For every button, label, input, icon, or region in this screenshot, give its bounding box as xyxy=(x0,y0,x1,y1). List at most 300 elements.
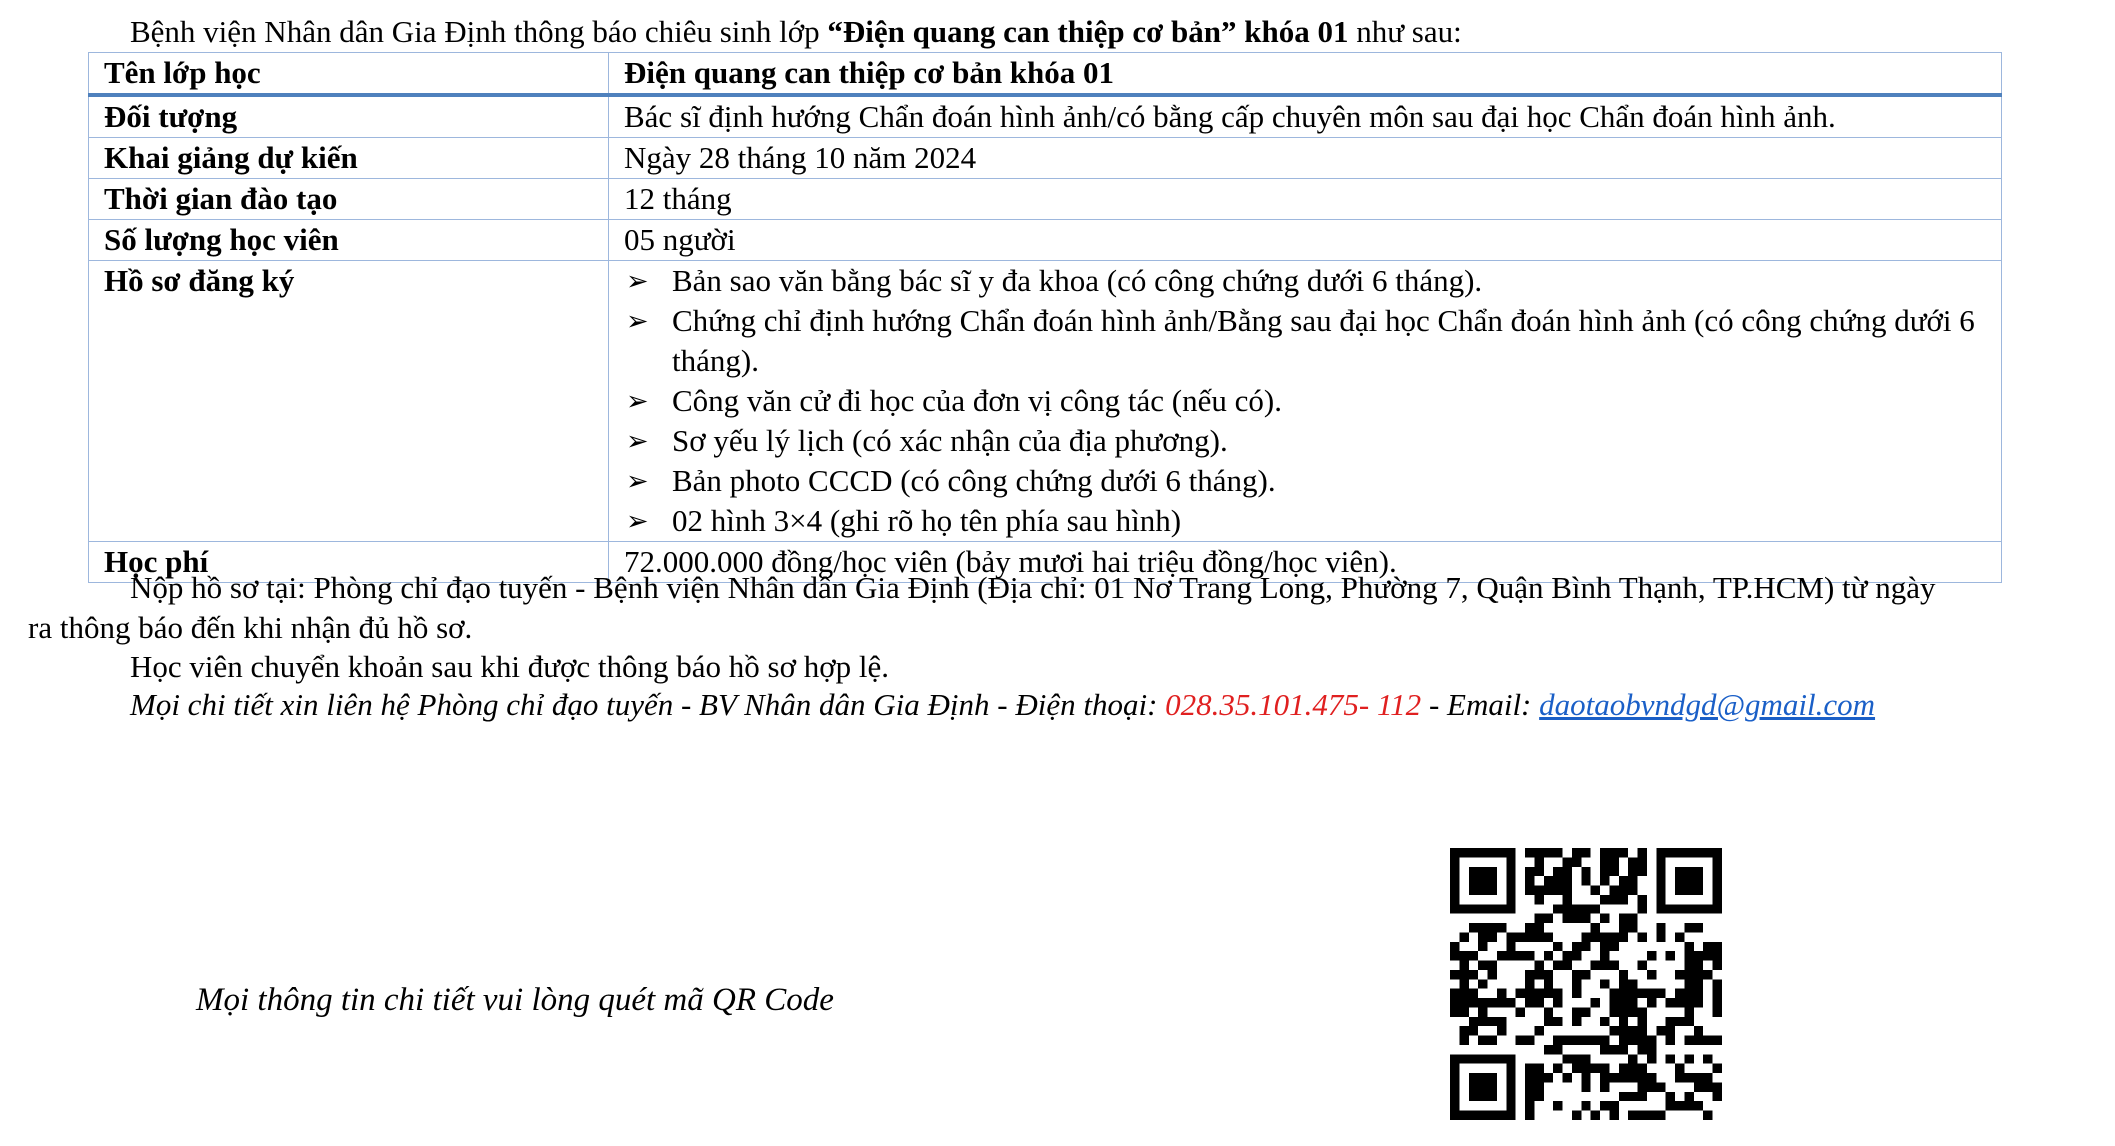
qr-module xyxy=(1581,932,1590,941)
email-label: - Email: xyxy=(1421,687,1540,722)
qr-module xyxy=(1619,1064,1628,1073)
qr-module xyxy=(1469,886,1478,895)
qr-module xyxy=(1488,1017,1497,1026)
submit-paragraph-line2: ra thông báo đến khi nhận đủ hồ sơ. xyxy=(28,610,473,645)
list-item-text: 02 hình 3×4 (ghi rõ họ tên phía sau hình) xyxy=(672,503,1182,538)
table-value: Điện quang can thiệp cơ bản khóa 01 xyxy=(609,53,2002,96)
qr-module xyxy=(1544,1045,1553,1054)
qr-module xyxy=(1497,1054,1506,1063)
qr-module xyxy=(1544,932,1553,941)
qr-module xyxy=(1694,970,1703,979)
qr-module xyxy=(1469,904,1478,913)
arrow-bullet-icon: ➢ xyxy=(626,386,649,416)
qr-module xyxy=(1544,886,1553,895)
qr-module xyxy=(1478,1111,1487,1120)
qr-module xyxy=(1600,1045,1609,1054)
qr-module xyxy=(1572,970,1581,979)
qr-module xyxy=(1534,961,1543,970)
qr-module xyxy=(1628,1026,1637,1035)
qr-module xyxy=(1459,970,1468,979)
list-item-text: Bản photo CCCD (có công chứng dưới 6 tháng). xyxy=(672,463,1276,498)
table-value: 12 tháng xyxy=(609,179,2002,220)
course-name: “Điện quang can thiệp cơ bản” khóa 01 xyxy=(827,14,1349,49)
qr-module xyxy=(1478,998,1487,1007)
qr-module xyxy=(1506,904,1515,913)
qr-module xyxy=(1506,876,1515,885)
qr-module xyxy=(1656,1026,1665,1035)
qr-module xyxy=(1469,951,1478,960)
qr-module xyxy=(1459,1111,1468,1120)
qr-module xyxy=(1572,1111,1581,1120)
qr-module xyxy=(1534,886,1543,895)
qr-module xyxy=(1459,932,1468,941)
qr-module xyxy=(1478,904,1487,913)
qr-module xyxy=(1525,1082,1534,1091)
qr-module xyxy=(1506,1064,1515,1073)
qr-module xyxy=(1525,1092,1534,1101)
qr-module xyxy=(1450,942,1459,951)
table-label: Khai giảng dự kiến xyxy=(89,138,609,179)
qr-module xyxy=(1675,904,1684,913)
qr-module xyxy=(1450,904,1459,913)
list-item-text: Bản sao văn bằng bác sĩ y đa khoa (có công chứng dưới 6 tháng). xyxy=(672,263,1483,298)
list-item xyxy=(624,421,1986,461)
qr-module xyxy=(1459,1026,1468,1035)
qr-module xyxy=(1656,848,1665,857)
qr-module xyxy=(1619,876,1628,885)
qr-module xyxy=(1684,1092,1693,1101)
table-label: Số lượng học viên xyxy=(89,220,609,261)
qr-module xyxy=(1609,886,1618,895)
qr-module xyxy=(1684,876,1693,885)
qr-module xyxy=(1619,923,1628,932)
list-item xyxy=(624,261,1986,301)
qr-module xyxy=(1506,848,1515,857)
qr-module xyxy=(1478,923,1487,932)
qr-module xyxy=(1450,857,1459,866)
table-label: Đối tượng xyxy=(89,95,609,138)
qr-module xyxy=(1703,970,1712,979)
qr-module xyxy=(1638,1064,1647,1073)
qr-module xyxy=(1450,1092,1459,1101)
qr-module xyxy=(1694,848,1703,857)
qr-module xyxy=(1638,961,1647,970)
qr-module xyxy=(1459,1036,1468,1045)
qr-module xyxy=(1628,1064,1637,1073)
qr-module xyxy=(1459,998,1468,1007)
qr-module xyxy=(1534,867,1543,876)
qr-module xyxy=(1459,989,1468,998)
qr-module xyxy=(1572,1036,1581,1045)
qr-module xyxy=(1638,1111,1647,1120)
qr-module xyxy=(1609,1111,1618,1120)
qr-module xyxy=(1609,1026,1618,1035)
qr-module xyxy=(1497,848,1506,857)
qr-module xyxy=(1563,1054,1572,1063)
qr-module xyxy=(1591,1111,1600,1120)
qr-module xyxy=(1581,1064,1590,1073)
qr-module xyxy=(1703,1054,1712,1063)
qr-module xyxy=(1525,923,1534,932)
intro-prefix: Bệnh viện Nhân dân Gia Định thông báo chiêu sinh lớp xyxy=(130,14,828,49)
table-row xyxy=(89,220,2002,261)
qr-module xyxy=(1572,848,1581,857)
qr-module xyxy=(1534,848,1543,857)
arrow-bullet-icon: ➢ xyxy=(626,466,649,496)
qr-module xyxy=(1666,904,1675,913)
qr-module xyxy=(1600,1101,1609,1110)
qr-module xyxy=(1478,1007,1487,1016)
table-row-documents xyxy=(89,261,2002,542)
list-item-text: Chứng chỉ định hướng Chẩn đoán hình ảnh/Bằng sau đại học Chẩn đoán hình ảnh (có công chứng dưới 6 tháng). xyxy=(672,303,1975,378)
qr-module xyxy=(1488,886,1497,895)
qr-module xyxy=(1619,989,1628,998)
qr-module xyxy=(1694,1036,1703,1045)
qr-module xyxy=(1609,998,1618,1007)
qr-module xyxy=(1666,998,1675,1007)
qr-module xyxy=(1553,1036,1562,1045)
qr-module xyxy=(1450,1064,1459,1073)
qr-module xyxy=(1488,1111,1497,1120)
qr-module xyxy=(1713,951,1722,960)
qr-module xyxy=(1534,1092,1543,1101)
documents-cell xyxy=(609,261,2002,542)
qr-module xyxy=(1563,867,1572,876)
qr-module xyxy=(1694,998,1703,1007)
qr-module xyxy=(1675,998,1684,1007)
qr-module xyxy=(1666,1092,1675,1101)
qr-module xyxy=(1572,1064,1581,1073)
qr-module xyxy=(1703,1036,1712,1045)
qr-module xyxy=(1450,951,1459,960)
table-label: Thời gian đào tạo xyxy=(89,179,609,220)
qr-module xyxy=(1675,867,1684,876)
qr-module xyxy=(1713,979,1722,988)
qr-module xyxy=(1684,961,1693,970)
qr-module xyxy=(1563,886,1572,895)
qr-module xyxy=(1488,904,1497,913)
qr-module xyxy=(1600,1073,1609,1082)
qr-module xyxy=(1469,1073,1478,1082)
qr-module xyxy=(1694,1026,1703,1035)
qr-module xyxy=(1703,1111,1712,1120)
qr-module xyxy=(1563,961,1572,970)
list-item-text: Công văn cử đi học của đơn vị công tác (nếu có). xyxy=(672,383,1282,418)
qr-module xyxy=(1469,989,1478,998)
qr-module xyxy=(1647,1073,1656,1082)
qr-module xyxy=(1703,951,1712,960)
qr-module xyxy=(1525,1036,1534,1045)
qr-module xyxy=(1506,857,1515,866)
qr-module xyxy=(1581,876,1590,885)
qr-module xyxy=(1638,1026,1647,1035)
qr-module xyxy=(1525,998,1534,1007)
qr-module xyxy=(1656,904,1665,913)
table-row xyxy=(89,95,2002,138)
qr-module xyxy=(1525,979,1534,988)
qr-module xyxy=(1478,1036,1487,1045)
qr-module xyxy=(1647,989,1656,998)
qr-module xyxy=(1478,1054,1487,1063)
qr-module xyxy=(1713,1036,1722,1045)
qr-module xyxy=(1647,1045,1656,1054)
qr-code xyxy=(1450,848,1722,1120)
table-value: 05 người xyxy=(609,220,2002,261)
qr-module xyxy=(1619,848,1628,857)
qr-module xyxy=(1684,1101,1693,1110)
qr-module xyxy=(1534,914,1543,923)
qr-module xyxy=(1478,961,1487,970)
qr-module xyxy=(1713,1092,1722,1101)
qr-module xyxy=(1488,970,1497,979)
qr-module xyxy=(1713,904,1722,913)
qr-module xyxy=(1619,1017,1628,1026)
qr-module xyxy=(1656,886,1665,895)
qr-module xyxy=(1638,1092,1647,1101)
qr-module xyxy=(1591,998,1600,1007)
qr-module xyxy=(1469,848,1478,857)
qr-module xyxy=(1694,867,1703,876)
qr-module xyxy=(1478,848,1487,857)
qr-module xyxy=(1572,942,1581,951)
qr-module xyxy=(1572,1054,1581,1063)
qr-module xyxy=(1506,942,1515,951)
qr-module xyxy=(1591,932,1600,941)
qr-module xyxy=(1581,1054,1590,1063)
qr-module xyxy=(1675,848,1684,857)
qr-module xyxy=(1506,1073,1515,1082)
qr-module xyxy=(1506,951,1515,960)
qr-module xyxy=(1647,951,1656,960)
qr-module xyxy=(1675,989,1684,998)
qr-module xyxy=(1666,1036,1675,1045)
qr-module xyxy=(1506,1111,1515,1120)
qr-module xyxy=(1684,886,1693,895)
qr-module xyxy=(1488,848,1497,857)
qr-module xyxy=(1694,1101,1703,1110)
qr-module xyxy=(1638,1017,1647,1026)
qr-module xyxy=(1553,1045,1562,1054)
qr-module xyxy=(1469,1092,1478,1101)
qr-module xyxy=(1497,998,1506,1007)
qr-module xyxy=(1553,848,1562,857)
qr-module xyxy=(1459,979,1468,988)
qr-module xyxy=(1600,942,1609,951)
qr-module xyxy=(1684,942,1693,951)
qr-module xyxy=(1516,951,1525,960)
qr-module xyxy=(1713,895,1722,904)
qr-module xyxy=(1684,1007,1693,1016)
qr-module xyxy=(1553,961,1562,970)
qr-module xyxy=(1450,867,1459,876)
qr-module xyxy=(1497,1026,1506,1035)
table-value: 72.000.000 đồng/học viên (bảy mươi hai triệu đồng/học viên). xyxy=(609,542,2002,583)
qr-module xyxy=(1638,857,1647,866)
qr-module xyxy=(1506,1082,1515,1091)
qr-module xyxy=(1675,932,1684,941)
qr-module xyxy=(1694,904,1703,913)
qr-module xyxy=(1506,867,1515,876)
qr-module xyxy=(1684,979,1693,988)
qr-module xyxy=(1619,1007,1628,1016)
qr-module xyxy=(1600,1082,1609,1091)
qr-module xyxy=(1563,904,1572,913)
qr-module xyxy=(1534,1082,1543,1091)
qr-module xyxy=(1647,998,1656,1007)
qr-module xyxy=(1628,979,1637,988)
table-label: Học phí xyxy=(89,542,609,583)
qr-module xyxy=(1525,848,1534,857)
qr-module xyxy=(1703,848,1712,857)
qr-module xyxy=(1553,998,1562,1007)
qr-module xyxy=(1525,886,1534,895)
qr-module xyxy=(1638,867,1647,876)
qr-module xyxy=(1609,932,1618,941)
phone-number: 028.35.101.475- 112 xyxy=(1165,687,1422,722)
qr-module xyxy=(1525,989,1534,998)
qr-module xyxy=(1619,1036,1628,1045)
qr-module xyxy=(1647,1036,1656,1045)
qr-module xyxy=(1619,1073,1628,1082)
qr-module xyxy=(1534,1073,1543,1082)
qr-module xyxy=(1469,867,1478,876)
qr-module xyxy=(1684,1073,1693,1082)
qr-module xyxy=(1506,886,1515,895)
qr-module xyxy=(1497,923,1506,932)
qr-module xyxy=(1459,1007,1468,1016)
qr-module xyxy=(1656,932,1665,941)
qr-module xyxy=(1525,1073,1534,1082)
qr-module xyxy=(1638,1082,1647,1091)
qr-module xyxy=(1684,904,1693,913)
qr-module xyxy=(1656,989,1665,998)
qr-module xyxy=(1497,951,1506,960)
qr-module xyxy=(1534,895,1543,904)
qr-module xyxy=(1544,1073,1553,1082)
qr-module xyxy=(1666,1054,1675,1063)
qr-module xyxy=(1506,895,1515,904)
qr-module xyxy=(1450,998,1459,1007)
qr-module xyxy=(1694,1082,1703,1091)
qr-module xyxy=(1450,1101,1459,1110)
qr-module xyxy=(1713,867,1722,876)
table-label: Hồ sơ đăng ký xyxy=(89,261,609,542)
qr-module xyxy=(1600,857,1609,866)
qr-module xyxy=(1628,998,1637,1007)
table-row xyxy=(89,138,2002,179)
table-value: Ngày 28 tháng 10 năm 2024 xyxy=(609,138,2002,179)
qr-module xyxy=(1469,1026,1478,1035)
qr-module xyxy=(1600,895,1609,904)
qr-module xyxy=(1581,914,1590,923)
qr-module xyxy=(1450,989,1459,998)
qr-module xyxy=(1563,876,1572,885)
qr-module xyxy=(1609,942,1618,951)
qr-module xyxy=(1694,961,1703,970)
arrow-bullet-icon: ➢ xyxy=(626,266,649,296)
qr-module xyxy=(1628,1007,1637,1016)
qr-module xyxy=(1647,970,1656,979)
qr-module xyxy=(1544,970,1553,979)
qr-module xyxy=(1581,1036,1590,1045)
qr-module xyxy=(1684,970,1693,979)
qr-module xyxy=(1600,848,1609,857)
qr-module xyxy=(1525,867,1534,876)
qr-module xyxy=(1534,923,1543,932)
qr-module xyxy=(1600,951,1609,960)
qr-module xyxy=(1694,876,1703,885)
qr-module xyxy=(1628,1111,1637,1120)
qr-module xyxy=(1591,1064,1600,1073)
qr-module xyxy=(1600,1064,1609,1073)
qr-module xyxy=(1553,886,1562,895)
qr-module xyxy=(1694,1073,1703,1082)
qr-module xyxy=(1600,932,1609,941)
qr-module xyxy=(1694,989,1703,998)
qr-module xyxy=(1638,1007,1647,1016)
qr-module xyxy=(1572,989,1581,998)
qr-module xyxy=(1656,867,1665,876)
qr-module xyxy=(1581,1007,1590,1016)
qr-module xyxy=(1525,1111,1534,1120)
qr-module xyxy=(1666,1017,1675,1026)
qr-module xyxy=(1450,1054,1459,1063)
qr-module xyxy=(1713,1082,1722,1091)
qr-module xyxy=(1703,1082,1712,1091)
qr-module xyxy=(1609,1101,1618,1110)
qr-module xyxy=(1581,867,1590,876)
qr-module xyxy=(1591,886,1600,895)
qr-module xyxy=(1694,979,1703,988)
qr-module xyxy=(1703,1073,1712,1082)
qr-module xyxy=(1478,876,1487,885)
qr-module xyxy=(1553,942,1562,951)
qr-module xyxy=(1713,886,1722,895)
qr-module xyxy=(1600,961,1609,970)
qr-module xyxy=(1525,932,1534,941)
qr-module xyxy=(1478,867,1487,876)
qr-module xyxy=(1572,914,1581,923)
qr-module xyxy=(1488,867,1497,876)
qr-module xyxy=(1563,895,1572,904)
qr-module xyxy=(1628,857,1637,866)
qr-module xyxy=(1478,1082,1487,1091)
email-link[interactable]: daotaobvndgd@gmail.com xyxy=(1539,687,1876,722)
qr-module xyxy=(1628,1036,1637,1045)
qr-module xyxy=(1628,1073,1637,1082)
qr-module xyxy=(1544,876,1553,885)
qr-module xyxy=(1525,951,1534,960)
submit-paragraph-line1: Nộp hồ sơ tại: Phòng chỉ đạo tuyến - Bệnh viện Nhân dân Gia Định (Địa chỉ: 01 Nơ Trang Long, Phường 7, Quận Bình Thạnh, TP.HCM) từ ngày xyxy=(130,570,1936,605)
qr-module xyxy=(1572,979,1581,988)
qr-module xyxy=(1525,970,1534,979)
qr-module xyxy=(1666,1026,1675,1035)
qr-module xyxy=(1516,932,1525,941)
arrow-bullet-icon: ➢ xyxy=(626,506,649,536)
qr-module xyxy=(1459,951,1468,960)
qr-module xyxy=(1638,989,1647,998)
qr-module xyxy=(1713,961,1722,970)
qr-module xyxy=(1666,848,1675,857)
qr-module xyxy=(1600,979,1609,988)
qr-module xyxy=(1609,1007,1618,1016)
list-item xyxy=(624,461,1986,501)
qr-module xyxy=(1600,1036,1609,1045)
qr-module xyxy=(1553,904,1562,913)
qr-module xyxy=(1525,1064,1534,1073)
qr-module xyxy=(1694,923,1703,932)
qr-module xyxy=(1656,857,1665,866)
